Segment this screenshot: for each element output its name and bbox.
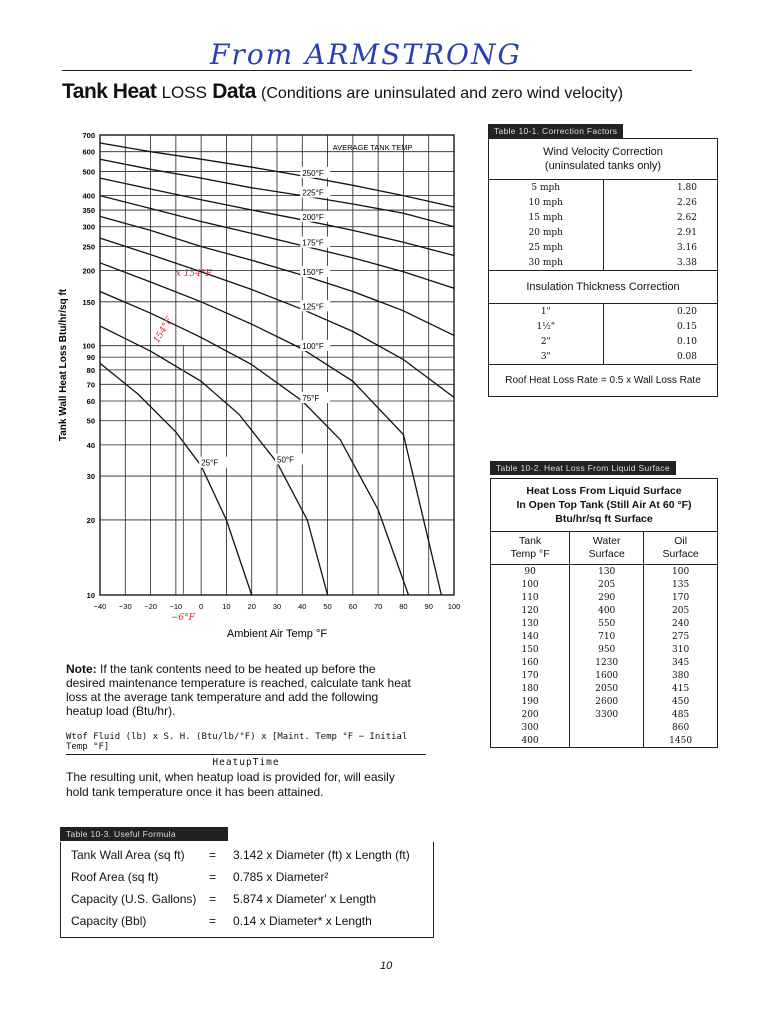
formula-cell: Roof Area (sq ft) bbox=[71, 870, 159, 884]
x-tick-label: −30 bbox=[118, 602, 132, 611]
liquid-row bbox=[491, 643, 717, 656]
y-axis-label: Tank Wall Heat Loss Btu/hr/sq ft bbox=[58, 288, 69, 442]
x-tick-label: 30 bbox=[272, 602, 282, 611]
top-rule bbox=[62, 70, 692, 71]
liquid-cell: 860 bbox=[672, 722, 690, 733]
x-tick-label: 20 bbox=[247, 602, 256, 611]
series-label: 125°F bbox=[302, 302, 324, 312]
formula-cell: = bbox=[209, 892, 217, 906]
liquid-cell: 1450 bbox=[669, 735, 693, 746]
liquid-cell: 190 bbox=[491, 695, 570, 708]
liquid-row bbox=[491, 734, 717, 747]
liquid-cell: 300 bbox=[491, 721, 570, 734]
legend-title: AVERAGE TANK TEMP bbox=[332, 142, 413, 152]
insulation-header: Insulation Thickness Correction bbox=[489, 270, 717, 304]
handwritten-note: From ARMSTRONG bbox=[210, 38, 522, 71]
insulation-cell: 1½" bbox=[489, 319, 603, 334]
series-label: 100°F bbox=[302, 341, 324, 351]
series-label: 175°F bbox=[302, 238, 324, 248]
x-tick-label: 0 bbox=[199, 602, 204, 611]
y-tick-label: 150 bbox=[82, 297, 95, 307]
y-tick-label: 20 bbox=[86, 515, 95, 525]
title-part3: Data bbox=[212, 80, 256, 103]
y-tick-label: 40 bbox=[86, 440, 95, 450]
liquid-cell: 290 bbox=[570, 591, 644, 604]
liquid-cell: 100 bbox=[672, 566, 690, 577]
liquid-cell: 550 bbox=[570, 617, 644, 630]
liquid-row bbox=[491, 565, 717, 579]
formula-cell: Tank Wall Area (sq ft) bbox=[71, 848, 185, 862]
liquid-cell: 400 bbox=[570, 604, 644, 617]
liquid-cell: 130 bbox=[491, 617, 570, 630]
wind-cell: 3.38 bbox=[676, 257, 697, 268]
liquid-cell: 485 bbox=[672, 709, 690, 720]
liquid-cell: 160 bbox=[491, 656, 570, 669]
y-tick-label: 80 bbox=[86, 365, 95, 375]
formula-cell: Capacity (Bbl) bbox=[71, 914, 147, 928]
liquid-cell bbox=[570, 721, 644, 734]
liquid-cell: 205 bbox=[672, 605, 690, 616]
wind-row bbox=[489, 210, 717, 225]
liquid-cell: 200 bbox=[491, 708, 570, 721]
useful-formula-table bbox=[60, 824, 434, 938]
col3-l1: Oil bbox=[674, 535, 688, 547]
liquid-table bbox=[491, 532, 717, 747]
formula-cell: = bbox=[209, 914, 217, 928]
col-water bbox=[570, 532, 644, 565]
col2-l1: Water bbox=[592, 535, 621, 547]
roof-loss-footer: Roof Heat Loss Rate = 0.5 x Wall Loss Rate bbox=[489, 364, 717, 396]
liquid-row bbox=[491, 721, 717, 734]
formula-row bbox=[61, 911, 433, 933]
formula-cell: 0.14 x Diameter* x Length bbox=[233, 914, 372, 928]
liquid-cell: 400 bbox=[491, 734, 570, 747]
x-tick-label: 80 bbox=[399, 602, 408, 611]
liquid-cell: 345 bbox=[672, 657, 690, 668]
wind-cell: 2.91 bbox=[676, 227, 697, 238]
result-text: The resulting unit, when heatup load is provided for, will easily hold tank temperature once it has been attained. bbox=[66, 770, 395, 799]
x-tick-label: 100 bbox=[447, 602, 461, 611]
liquid-cell: 130 bbox=[570, 565, 644, 579]
liquid-cell: 240 bbox=[672, 618, 690, 629]
wind-row bbox=[489, 240, 717, 255]
insulation-row bbox=[489, 334, 717, 349]
liquid-cell: 275 bbox=[672, 631, 690, 642]
wind-header-title: Wind Velocity Correction bbox=[543, 146, 663, 158]
liquid-cell: 180 bbox=[491, 682, 570, 695]
liquid-cell: 380 bbox=[672, 670, 690, 681]
wind-cell: 3.16 bbox=[676, 242, 697, 253]
series-label: 75°F bbox=[302, 393, 320, 403]
liquid-cell: 310 bbox=[672, 644, 690, 655]
insulation-row bbox=[489, 319, 717, 334]
liquid-cell: 150 bbox=[491, 643, 570, 656]
page-title bbox=[62, 80, 623, 104]
liquid-cell: 110 bbox=[491, 591, 570, 604]
formula-row bbox=[61, 867, 433, 889]
formula-cell: 0.785 x Diameter² bbox=[233, 870, 329, 884]
y-tick-label: 200 bbox=[82, 266, 95, 276]
liquid-cell: 205 bbox=[570, 578, 644, 591]
y-tick-label: 500 bbox=[82, 167, 95, 177]
insulation-table bbox=[489, 304, 717, 364]
col3-l2: Surface bbox=[662, 548, 699, 560]
correction-factors-table bbox=[488, 138, 718, 397]
x-tick-label: −10 bbox=[169, 602, 183, 611]
table1-label: Table 10-1. Correction Factors bbox=[488, 124, 623, 138]
series-label: 250°F bbox=[302, 168, 324, 178]
y-tick-label: 10 bbox=[86, 591, 95, 600]
liquid-cell: 135 bbox=[672, 579, 690, 590]
liquid-cell: 2600 bbox=[570, 695, 644, 708]
page-number: 10 bbox=[380, 960, 393, 972]
wind-row bbox=[489, 225, 717, 240]
formula-numerator: Wtof Fluid (lb) x S. H. (Btu/lb/°F) x [Maint. Temp °F − Initial Temp °F] bbox=[66, 732, 426, 755]
title-part1: Tank Heat bbox=[62, 80, 157, 103]
liquid-row bbox=[491, 656, 717, 669]
insulation-row bbox=[489, 304, 717, 319]
y-tick-label: 60 bbox=[86, 396, 95, 406]
wind-cell: 5 mph bbox=[489, 180, 603, 195]
col-tank-temp bbox=[491, 532, 570, 565]
liquid-cell: 2050 bbox=[570, 682, 644, 695]
x-axis-label: Ambient Air Temp °F bbox=[226, 628, 328, 640]
liquid-cell: 120 bbox=[491, 604, 570, 617]
liquid-cell bbox=[570, 734, 644, 747]
formula-table bbox=[61, 845, 433, 933]
liquid-cell: 710 bbox=[570, 630, 644, 643]
liquid-cell: 450 bbox=[672, 696, 690, 707]
formula-denominator: HeatupTime bbox=[212, 757, 280, 768]
series-label: 225°F bbox=[302, 188, 324, 198]
wind-cell: 10 mph bbox=[489, 195, 603, 210]
table3-label: Table 10-3. Useful Formula bbox=[60, 827, 228, 841]
liquid-cell: 170 bbox=[491, 669, 570, 682]
annotation-minus6: −6°F bbox=[170, 613, 195, 623]
liquid-cell: 3300 bbox=[570, 708, 644, 721]
y-tick-label: 250 bbox=[82, 242, 95, 252]
liquid-cell: 415 bbox=[672, 683, 690, 694]
wind-row bbox=[489, 195, 717, 210]
formula-cell: = bbox=[209, 870, 217, 884]
annotation-154: 154°F bbox=[152, 315, 175, 346]
x-tick-label: 40 bbox=[298, 602, 307, 611]
liquid-header-line1: Heat Loss From Liquid Surface bbox=[526, 485, 682, 497]
liquid-cell: 170 bbox=[672, 592, 690, 603]
y-tick-label: 600 bbox=[82, 147, 95, 157]
formula-cell: 5.874 x Diameter' x Length bbox=[233, 892, 377, 906]
heatup-formula bbox=[66, 732, 426, 768]
liquid-cell: 90 bbox=[491, 565, 570, 579]
y-tick-label: 400 bbox=[82, 191, 95, 201]
note-text: If the tank contents need to be heated up before the desired maintenance temperature is reached, calculate tank heat loss at the average tank temperature and add the following heatup load (Btu/hr). bbox=[66, 662, 411, 718]
x-tick-label: 10 bbox=[222, 602, 231, 611]
liquid-row bbox=[491, 695, 717, 708]
formula-cell: Capacity (U.S. Gallons) bbox=[71, 892, 197, 906]
liquid-row bbox=[491, 682, 717, 695]
y-tick-label: 90 bbox=[86, 353, 95, 363]
wind-row bbox=[489, 180, 717, 195]
liquid-cell: 140 bbox=[491, 630, 570, 643]
liquid-header bbox=[491, 479, 717, 532]
liquid-row bbox=[491, 617, 717, 630]
col1-l1: Tank bbox=[518, 535, 542, 547]
chart-svg bbox=[50, 125, 470, 655]
col-oil bbox=[644, 532, 717, 565]
wind-header bbox=[489, 139, 717, 180]
formula-cell: 3.142 x Diameter (ft) x Length (ft) bbox=[233, 848, 410, 862]
liquid-row bbox=[491, 591, 717, 604]
formula-row bbox=[61, 845, 433, 867]
table1-label-bar bbox=[488, 124, 623, 138]
table2-label-bar bbox=[490, 461, 676, 475]
useful-formula-box bbox=[60, 842, 434, 938]
insulation-cell: 1" bbox=[489, 304, 603, 319]
series-label: 25°F bbox=[201, 458, 219, 468]
title-part2: LOSS bbox=[161, 83, 207, 102]
insulation-cell: 0.10 bbox=[676, 336, 697, 347]
wind-cell: 30 mph bbox=[489, 255, 603, 270]
liquid-header-line2: In Open Top Tank (Still Air At 60 °F) bbox=[516, 499, 692, 511]
col1-l2: Temp °F bbox=[510, 548, 550, 560]
y-tick-label: 300 bbox=[82, 222, 95, 232]
wind-cell: 25 mph bbox=[489, 240, 603, 255]
note-lead: Note: bbox=[66, 662, 97, 676]
col2-l2: Surface bbox=[588, 548, 625, 560]
y-tick-label: 30 bbox=[86, 472, 95, 482]
x-tick-label: −20 bbox=[144, 602, 157, 611]
table2-label: Table 10-2. Heat Loss From Liquid Surface bbox=[490, 461, 676, 475]
liquid-header-line3: Btu/hr/sq ft Surface bbox=[555, 513, 653, 525]
wind-row bbox=[489, 255, 717, 270]
wind-header-sub: (uninsulated tanks only) bbox=[544, 160, 662, 172]
x-tick-label: 60 bbox=[348, 602, 358, 611]
y-tick-label: 350 bbox=[82, 206, 95, 216]
insulation-cell: 3" bbox=[489, 349, 603, 364]
formula-row bbox=[61, 889, 433, 911]
x-tick-label: 50 bbox=[323, 602, 332, 611]
liquid-cell: 100 bbox=[491, 578, 570, 591]
heatup-note bbox=[66, 662, 416, 718]
x-tick-label: 90 bbox=[424, 602, 433, 611]
annotation-154-x: x 154°F bbox=[175, 269, 212, 280]
y-tick-label: 50 bbox=[86, 416, 95, 426]
y-tick-label: 700 bbox=[82, 131, 95, 140]
wind-cell: 20 mph bbox=[489, 225, 603, 240]
wind-cell: 2.62 bbox=[676, 212, 697, 223]
wind-table bbox=[489, 180, 717, 270]
formula-cell: = bbox=[209, 848, 217, 862]
liquid-row bbox=[491, 669, 717, 682]
liquid-row bbox=[491, 630, 717, 643]
series-label: 50°F bbox=[277, 455, 294, 465]
liquid-surface-table bbox=[490, 478, 718, 748]
series-label: 200°F bbox=[302, 212, 324, 222]
series-label: 150°F bbox=[302, 268, 324, 278]
liquid-row bbox=[491, 708, 717, 721]
liquid-row bbox=[491, 604, 717, 617]
title-part4: (Conditions are uninsulated and zero wind velocity) bbox=[261, 85, 624, 102]
insulation-cell: 2" bbox=[489, 334, 603, 349]
y-tick-label: 100 bbox=[82, 341, 95, 351]
liquid-row bbox=[491, 578, 717, 591]
y-tick-label: 70 bbox=[86, 380, 95, 390]
insulation-cell: 0.15 bbox=[676, 321, 697, 332]
wind-cell: 2.26 bbox=[676, 197, 697, 208]
liquid-cell: 1600 bbox=[570, 669, 644, 682]
wind-cell: 15 mph bbox=[489, 210, 603, 225]
insulation-row bbox=[489, 349, 717, 364]
insulation-cell: 0.08 bbox=[676, 351, 697, 362]
liquid-cell: 1230 bbox=[570, 656, 644, 669]
insulation-cell: 0.20 bbox=[676, 306, 697, 317]
liquid-cell: 950 bbox=[570, 643, 644, 656]
x-tick-label: −40 bbox=[93, 602, 107, 611]
x-tick-label: 70 bbox=[373, 602, 383, 611]
heat-loss-chart bbox=[50, 125, 470, 655]
wind-cell: 1.80 bbox=[676, 182, 697, 193]
